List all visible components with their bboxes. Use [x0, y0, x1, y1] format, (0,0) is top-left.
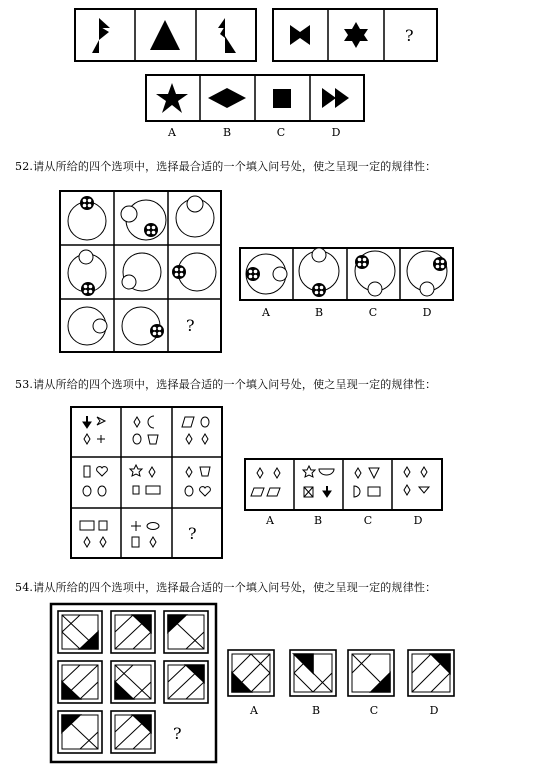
- q54-options: [226, 648, 456, 698]
- q52-option-c-label: C: [368, 306, 378, 319]
- double-arrow-shape: [322, 88, 336, 108]
- q53-question-text: 53.请从所给的四个选项中，选择最合适的一个填入问号处，使之呈现一定的规律性：: [15, 378, 437, 391]
- q54-option-a-label: A: [250, 704, 258, 717]
- q53-option-d-label: D: [413, 514, 423, 527]
- q52-option-b-label: B: [314, 306, 324, 319]
- q54-question-mark: ?: [173, 724, 182, 743]
- q52-matrix: [59, 190, 222, 353]
- q53-matrix: [70, 406, 223, 559]
- q53-option-c-label: C: [363, 514, 373, 527]
- bowtie-shape: [290, 25, 310, 45]
- q51-option-a-label: A: [168, 126, 176, 139]
- q52-option-a-label: A: [262, 306, 270, 319]
- triangle-shape: [150, 20, 180, 50]
- q51-left-figures: [74, 8, 257, 62]
- q51-option-figures: [145, 74, 365, 122]
- q54-matrix: [50, 603, 217, 763]
- q53-option-a-label: A: [266, 514, 274, 527]
- q54-option-b-label: B: [311, 704, 321, 717]
- q53-options: [244, 458, 443, 511]
- q52-question-mark: ?: [186, 316, 195, 335]
- q54-question-text: 54.请从所给的四个选项中，选择最合适的一个填入问号处，使之呈现一定的规律性：: [15, 581, 437, 594]
- q51-option-d-label: D: [331, 126, 341, 139]
- q52-question-text: 52.请从所给的四个选项中，选择最合适的一个填入问号处，使之呈现一定的规律性：: [15, 160, 437, 173]
- q52-options: [239, 247, 454, 301]
- q51-option-b-label: B: [222, 126, 232, 139]
- hexagram-shape: [344, 22, 368, 48]
- five-point-star: [156, 83, 188, 113]
- q54-option-c-label: C: [369, 704, 379, 717]
- q53-question-mark: ?: [188, 524, 197, 543]
- square-shape: [273, 89, 291, 108]
- q51-question-mark: ?: [405, 26, 414, 45]
- diamond-shape: [208, 88, 246, 108]
- q54-option-d-label: D: [429, 704, 439, 717]
- q51-option-c-label: C: [276, 126, 286, 139]
- q52-option-d-label: D: [422, 306, 432, 319]
- q53-option-b-label: B: [313, 514, 323, 527]
